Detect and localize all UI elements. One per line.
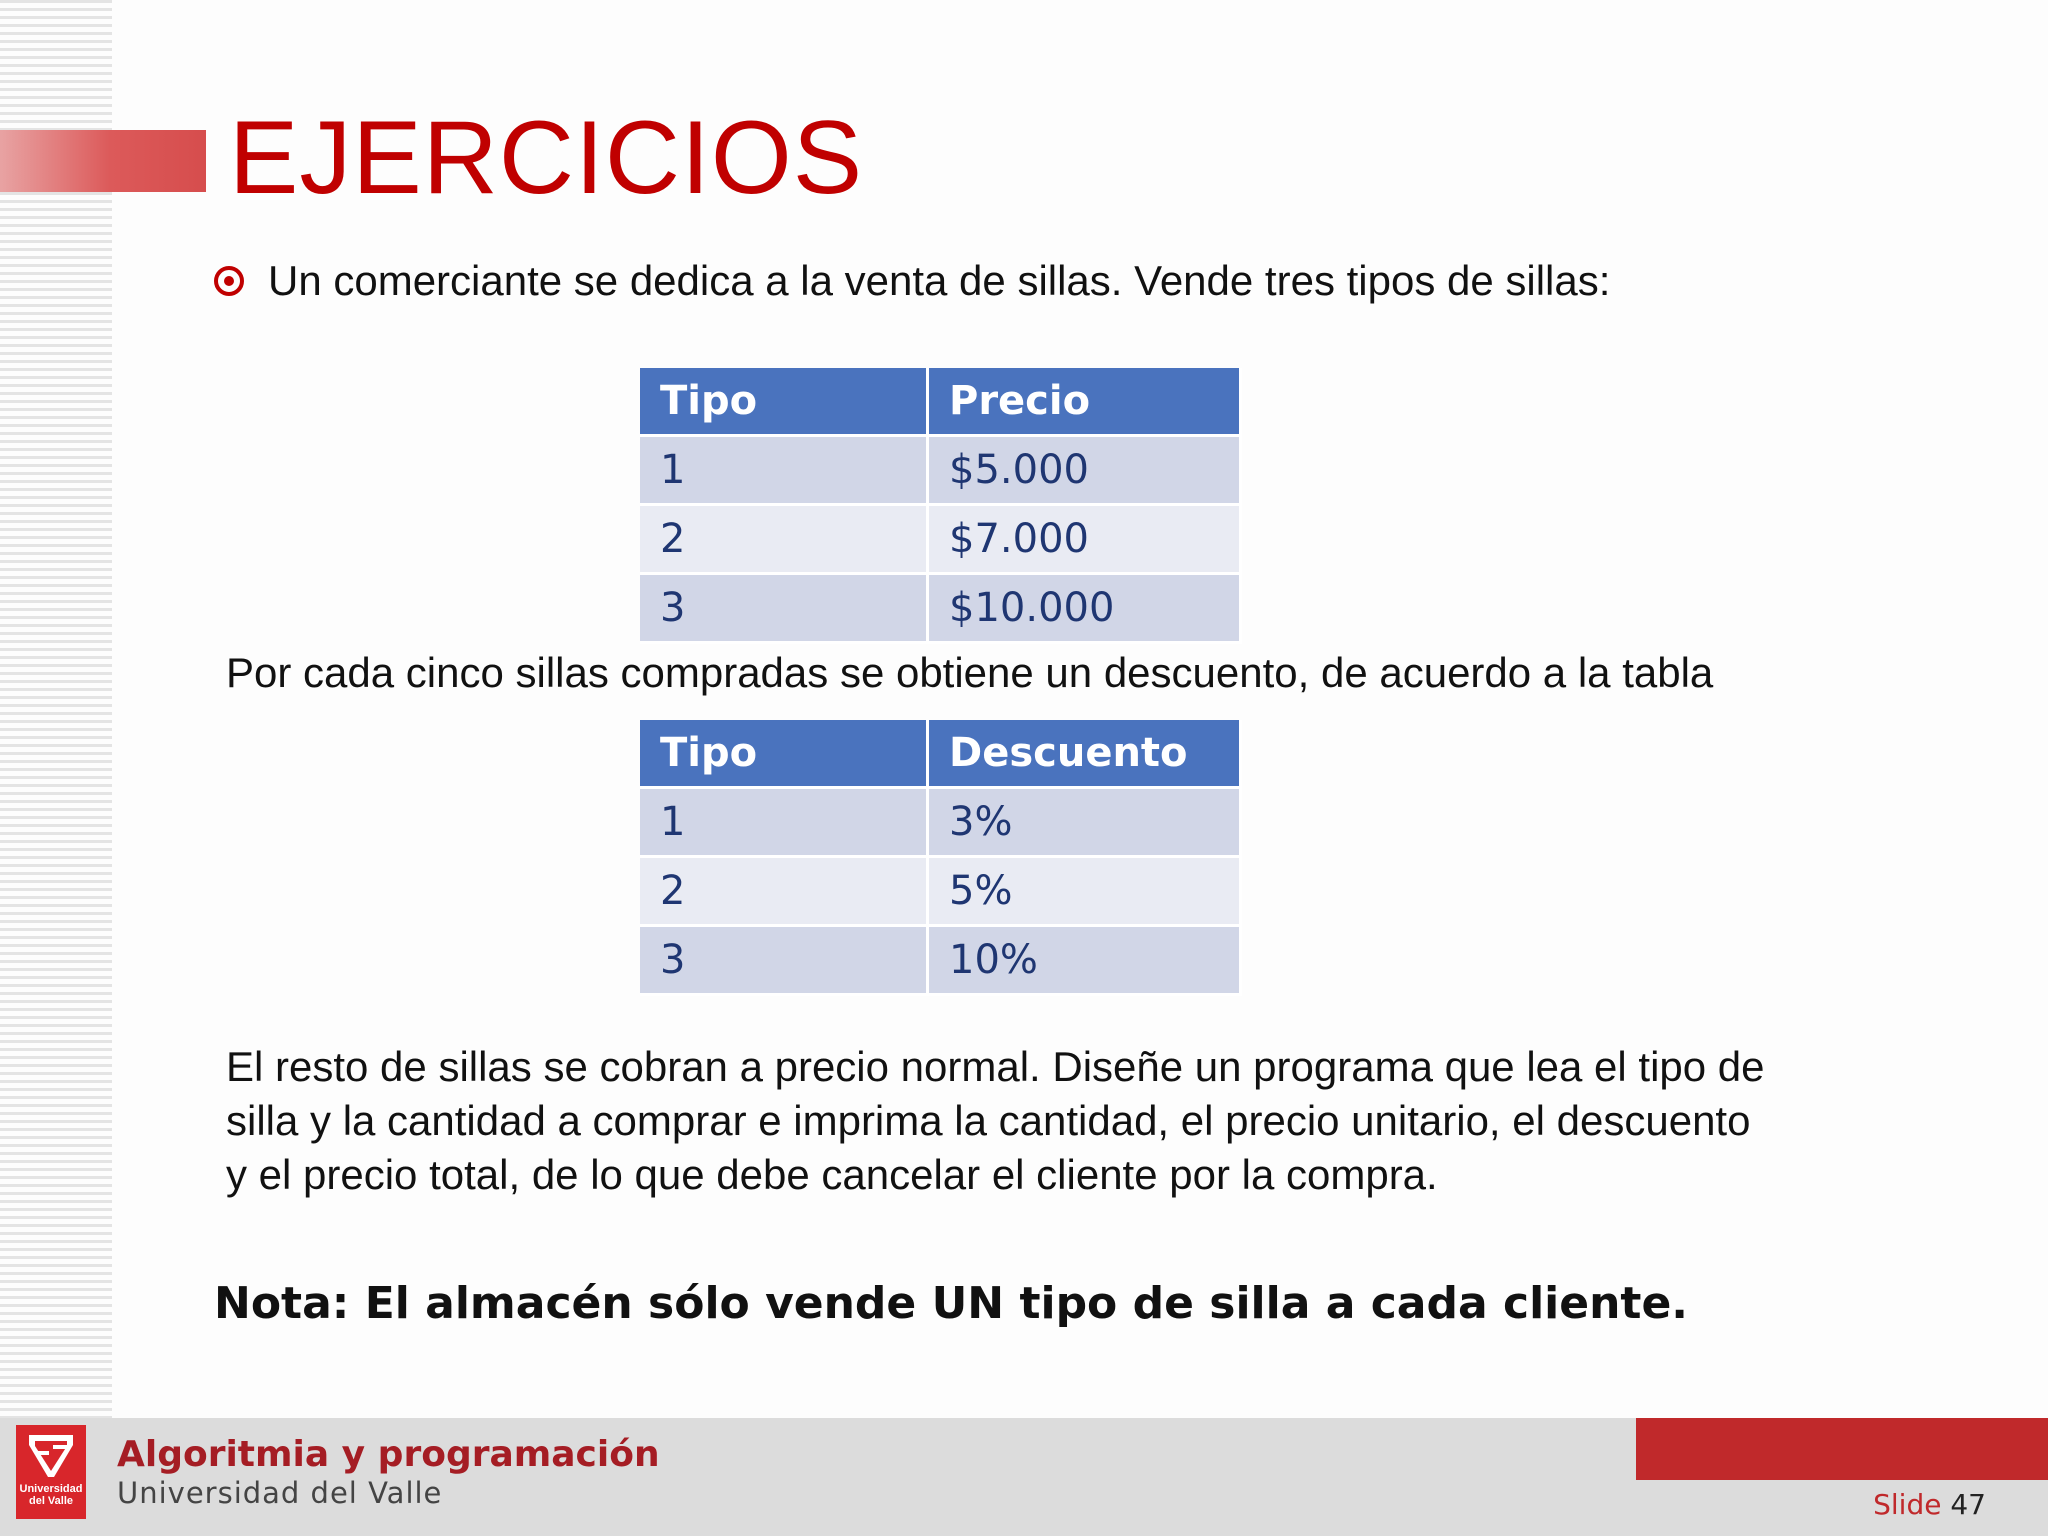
target-bullet-icon — [214, 266, 244, 296]
logo-text-line: del Valle — [28, 1495, 74, 1507]
table-row — [640, 858, 1242, 927]
paragraph-line-3: y el precio total, de lo que debe cancelar el cliente por la compra. — [226, 1151, 1438, 1198]
table-row — [640, 575, 1242, 644]
table-header-cell: Tipo — [640, 368, 929, 437]
slide-label: Slide — [1873, 1488, 1942, 1521]
table-header-row — [640, 368, 1242, 437]
paragraph-line-2: silla y la cantidad a comprar e imprima la cantidad, el precio unitario, el descuento — [226, 1097, 1751, 1144]
course-name: Algoritmia y programación — [117, 1434, 660, 1475]
table-row — [640, 506, 1242, 575]
table-cell: $7.000 — [929, 506, 1242, 575]
note-text: Nota: El almacén sólo vende UN tipo de silla a cada cliente. — [214, 1278, 1688, 1329]
intro-bullet — [214, 254, 1610, 308]
discount-intro-text: Por cada cinco sillas compradas se obtiene un descuento, de acuerdo a la tabla — [226, 649, 1714, 696]
table-row — [640, 927, 1242, 996]
slide-title: EJERCICIOS — [229, 100, 864, 216]
table-cell: $5.000 — [929, 437, 1242, 506]
logo-text — [20, 1483, 83, 1507]
footer-red-block — [1636, 1418, 2048, 1480]
logo-shield-icon — [26, 1431, 76, 1481]
table-row — [640, 789, 1242, 858]
table-cell: 3 — [640, 927, 929, 996]
table-cell: 10% — [929, 927, 1242, 996]
decorative-stripes — [0, 0, 112, 1418]
table-row — [640, 437, 1242, 506]
slide-number — [1873, 1488, 1986, 1521]
table-header-cell: Descuento — [929, 720, 1242, 789]
table-cell: 1 — [640, 789, 929, 858]
table-header-cell: Precio — [929, 368, 1242, 437]
table-cell: 2 — [640, 858, 929, 927]
table-cell: 3 — [640, 575, 929, 644]
paragraph-line-1: El resto de sillas se cobran a precio normal. Diseñe un programa que lea el tipo de — [226, 1043, 1765, 1090]
table-cell: 1 — [640, 437, 929, 506]
university-name: Universidad del Valle — [117, 1476, 443, 1510]
table-cell: 2 — [640, 506, 929, 575]
intro-text: Un comerciante se dedica a la venta de sillas. Vende tres tipos de sillas: — [268, 257, 1611, 304]
discount-table — [640, 720, 1242, 996]
logo-text-line: Universidad — [19, 1483, 83, 1495]
table-cell: 3% — [929, 789, 1242, 858]
table-header-row — [640, 720, 1242, 789]
table-header-cell: Tipo — [640, 720, 929, 789]
table-cell: 5% — [929, 858, 1242, 927]
slide-number-value: 47 — [1950, 1488, 1986, 1521]
price-table — [640, 368, 1242, 644]
table-cell: $10.000 — [929, 575, 1242, 644]
university-logo — [16, 1425, 86, 1519]
title-accent-bar — [0, 130, 206, 192]
